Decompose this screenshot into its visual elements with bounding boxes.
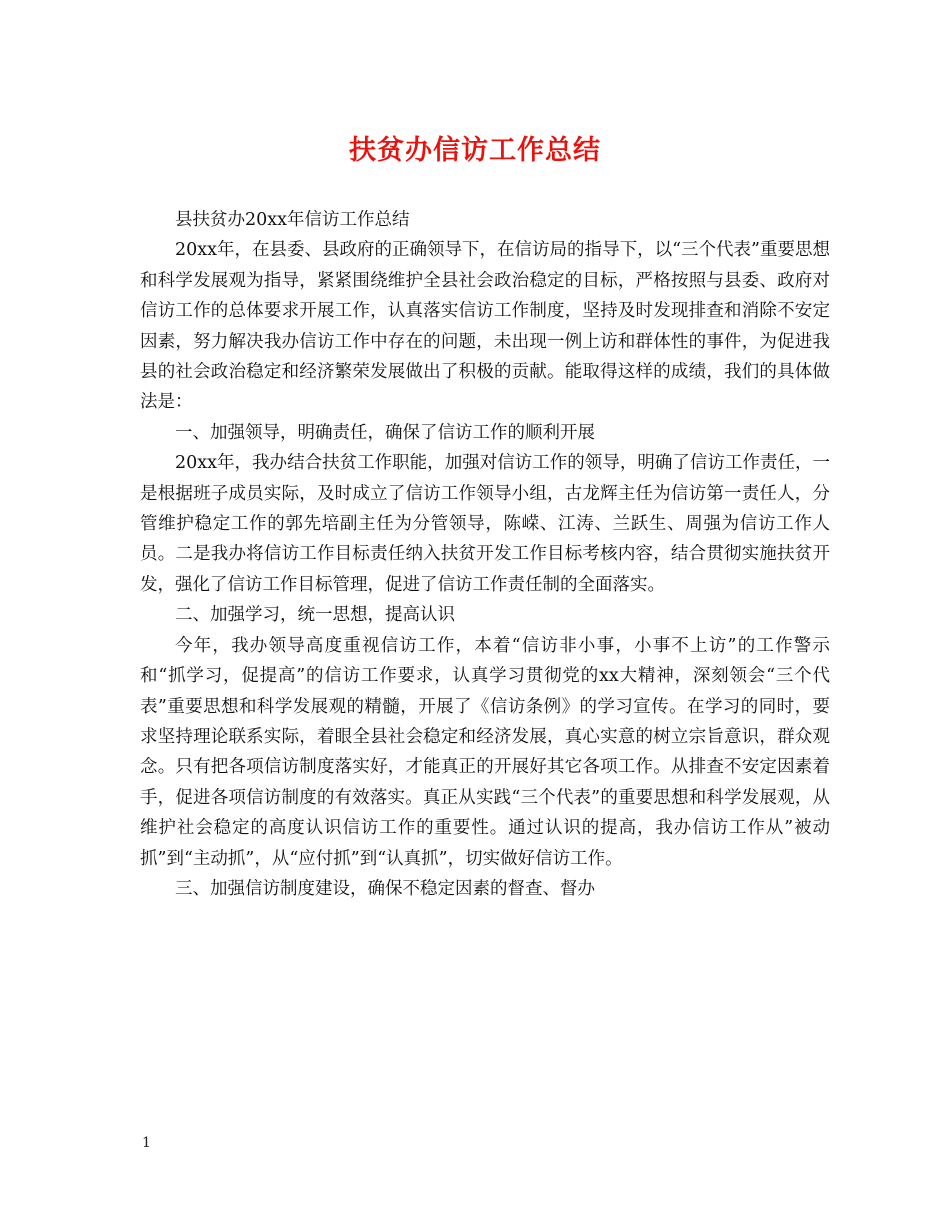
section-heading-3: 三、加强信访制度建设，确保不稳定因素的督查、督办: [175, 878, 595, 899]
section-heading-1: 一、加强领导，明确责任，确保了信访工作的顺利开展: [175, 422, 595, 443]
intro-paragraph: 20xx年，在县委、县政府的正确领导下，在信访局的指导下，以“三个代表”重要思想和科学发展观为指导，紧紧围绕维护全县社会政治稳定的目标，严格按照与县委、政府对信访工作的总体要求开展工作，认真落实信访工作制度，坚持及时发现排查和消除不安定因素，努力解决我办信访工作中存在的问题，未出现一例上访和群体性的事件，为促进我县的社会政治稳定和经济繁荣发展做出了积极的贡献。能取得这样的成绩，我们的具体做法是：: [140, 240, 830, 413]
subtitle-paragraph: 县扶贫办20xx年信访工作总结: [175, 210, 410, 230]
section-2-paragraph: 今年，我办领导高度重视信访工作，本着“信访非小事，小事不上访”的工作警示和“抓学习，促提高”的信访工作要求，认真学习贯彻党的xx大精神，深刻领会“三个代表”重要思想和科学发展观的精髓，开展了《信访条例》的学习宣传。在学习的同时，要求坚持理论联系实际，着眼全县社会稳定和经济发展，真心实意的树立宗旨意识，群众观念。只有把各项信访制度落实好，才能真正的开展好其它各项工作。从排查不安定因素着手，促进各项信访制度的有效落实。真正从实践“三个代表”的重要思想和科学发展观，从维护社会稳定的高度认识信访工作的重要性。通过认识的提高，我办信访工作从”被动抓”到“主动抓”，从“应付抓”到“认真抓”，切实做好信访工作。: [140, 635, 830, 869]
section-1-paragraph: 20xx年，我办结合扶贫工作职能，加强对信访工作的领导，明确了信访工作责任，一是根据班子成员实际，及时成立了信访工作领导小组，古龙辉主任为信访第一责任人，分管维护稳定工作的郭先培副主任为分管领导，陈嵘、江涛、兰跃生、周强为信访工作人员。二是我办将信访工作目标责任纳入扶贫开发工作目标考核内容，结合贯彻实施扶贫开发，强化了信访工作目标管理，促进了信访工作责任制的全面落实。: [140, 453, 830, 595]
page-number: 1: [142, 1135, 151, 1151]
document-title: 扶贫办信访工作总结: [349, 135, 601, 166]
section-heading-2: 二、加强学习，统一思想，提高认识: [175, 605, 455, 626]
document-body: [140, 205, 830, 904]
